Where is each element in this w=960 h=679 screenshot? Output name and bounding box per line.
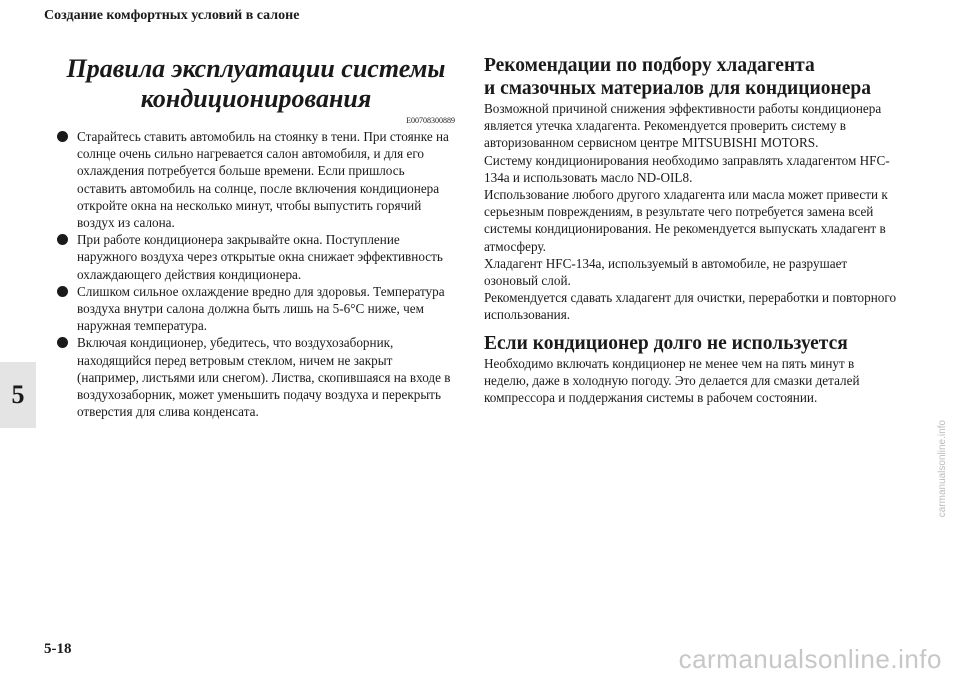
list-item bbox=[57, 128, 455, 231]
section-title-line-1: Рекомендации по подбору хладагента bbox=[484, 55, 815, 76]
section-title-refrigerant bbox=[484, 54, 899, 100]
list-item-text: Старайтесь ставить автомобиль на стоянку в тени. При стоянке на солнце очень сильно нагревается салон автомобиля, и для его охлаждения потребуется больше времени. Если пришлось оставить автомобиль на солнце, после включения кондиционера откройте окна на несколько минут, чтобы выпустить горячий воздух из салона. bbox=[77, 129, 449, 231]
paragraph: Использование любого другого хладагента или масла может привести к серьезным повреждениям, в результате чего потребуется замена всей системы кондиционирования. Не рекомендуется выпускать хладагент в атмосферу. bbox=[484, 187, 888, 254]
bullet-icon bbox=[57, 286, 68, 297]
section-title-line-2: кондиционирования bbox=[140, 84, 372, 113]
paragraph: Систему кондиционирования необходимо заправлять хладагентом HFC-134a и использовать масло ND-OIL8. bbox=[484, 152, 890, 185]
list-item-text: Слишком сильное охлаждение вредно для здоровья. Температура воздуха внутри салона должна быть лишь на 5-6°C ниже, чем наружная температура. bbox=[77, 283, 445, 334]
watermark: carmanualsonline.info bbox=[678, 644, 942, 674]
bullet-icon bbox=[57, 131, 68, 142]
page-number: 5-18 bbox=[44, 641, 72, 657]
rules-list bbox=[57, 128, 455, 420]
right-column bbox=[484, 54, 899, 406]
section-title-line-2: и смазочных материалов для кондиционера bbox=[484, 78, 871, 99]
paragraph: Хладагент HFC-134a, используемый в автомобиле, не разрушает озоновый слой. bbox=[484, 255, 848, 289]
side-watermark: carmanualsonline.info bbox=[937, 420, 948, 518]
chapter-tab: 5 bbox=[0, 362, 36, 428]
list-item bbox=[57, 231, 455, 283]
list-item bbox=[57, 334, 455, 420]
section-title-rules bbox=[57, 54, 455, 114]
bullet-icon bbox=[57, 234, 68, 245]
paragraph: Рекомендуется сдавать хладагент для очистки, переработки и повторного использования. bbox=[484, 290, 897, 323]
list-item-text: Включая кондиционер, убедитесь, что воздухозаборник, находящийся перед ветровым стеклом, ничем не закрыт (например, листьями или снегом). Листва, скопившаяся на входе в воздухозаборник, может уменьшить подачу воздуха и перекрыть отверстия для слива конденсата. bbox=[77, 335, 451, 420]
paragraph: Необходимо включать кондиционер не менее чем на пять минут в неделю, даже в холодную погоду. Это делается для смазки деталей компрессора и поддержания системы в рабочем состоянии. bbox=[484, 355, 860, 406]
section-title-line-1: Правила эксплуатации системы bbox=[66, 54, 446, 83]
bullet-icon bbox=[57, 337, 68, 348]
list-item-text: При работе кондиционера закрывайте окна. Поступление наружного воздуха через открытые окна снижает эффективность охлаждающего действия кондиционера. bbox=[77, 232, 443, 282]
running-header: Создание комфортных условий в салоне bbox=[44, 8, 300, 23]
paragraph: Возможной причиной снижения эффективности работы кондиционера является утечка хладагента. Рекомендуется проверить систему в авторизованном сервисном центре MITSUBISHI MOTORS. bbox=[484, 101, 882, 151]
list-item bbox=[57, 283, 455, 335]
section-code: E00708300889 bbox=[406, 116, 455, 125]
left-column bbox=[57, 54, 455, 420]
section-title-long-idle: Если кондиционер долго не используется bbox=[484, 332, 848, 354]
